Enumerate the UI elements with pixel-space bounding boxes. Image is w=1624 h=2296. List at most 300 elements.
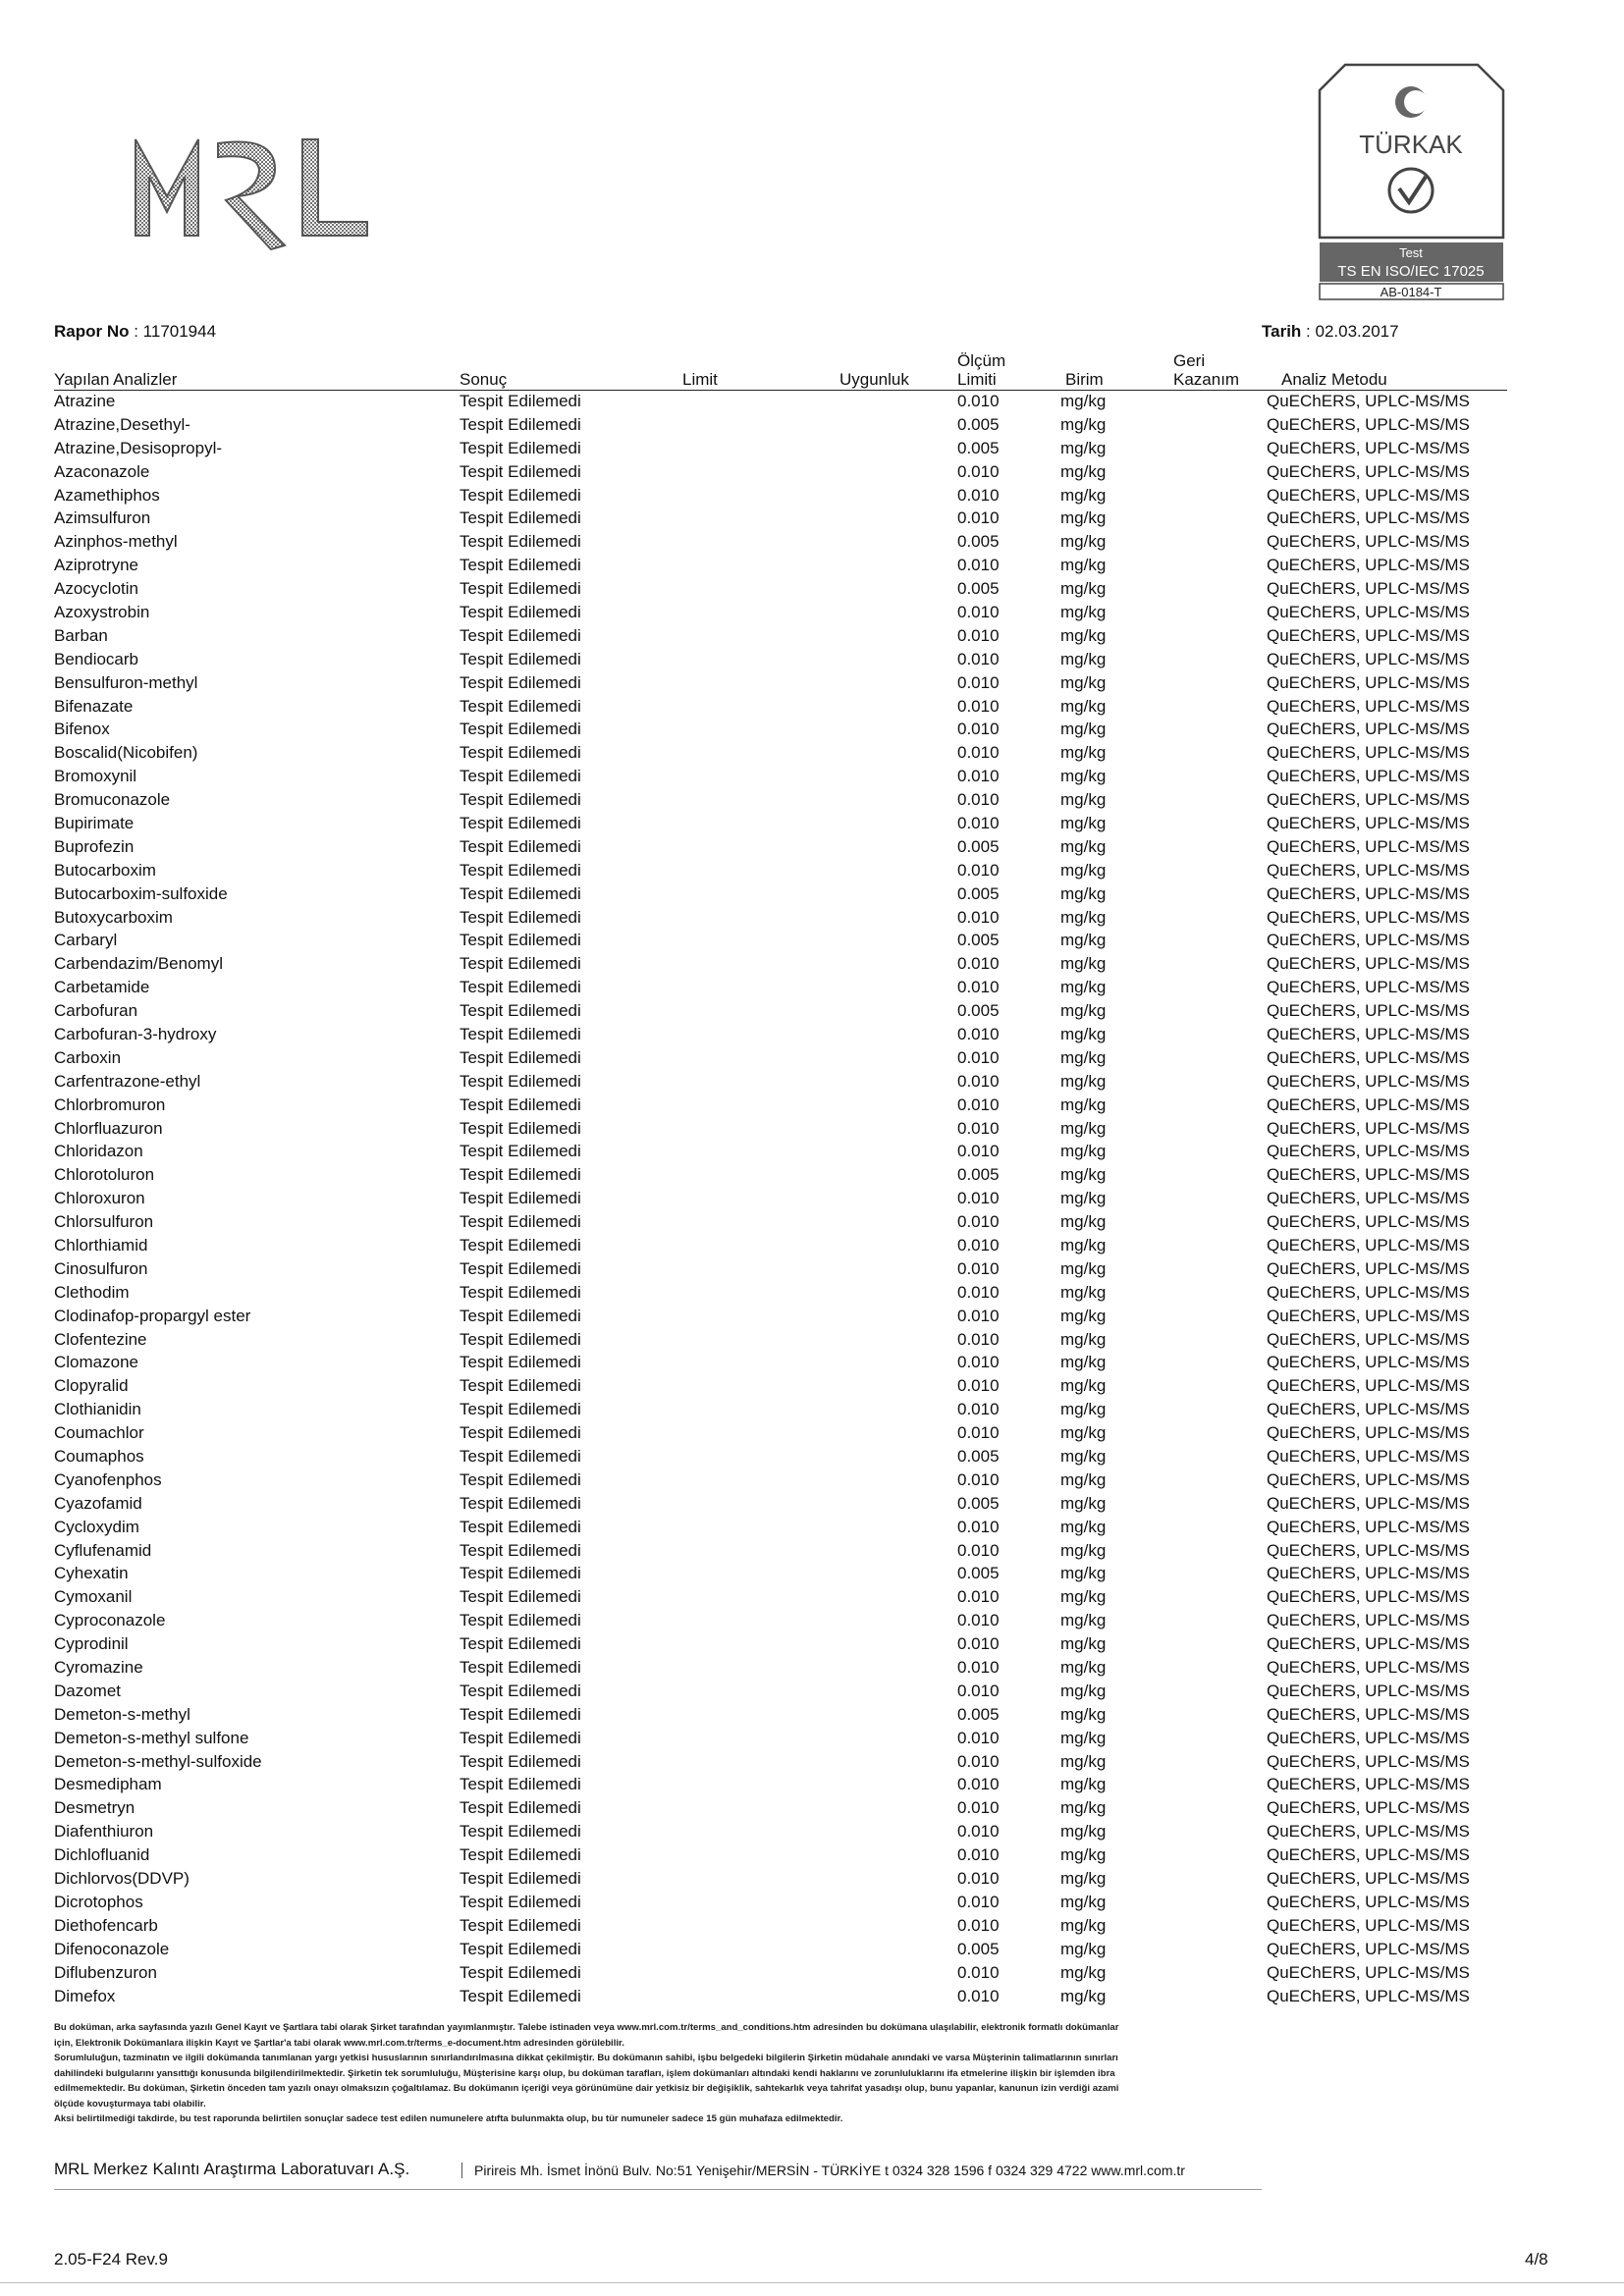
method-value: QuEChERS, UPLC-MS/MS (1267, 1751, 1470, 1771)
analysis-name: Clothianidin (54, 1400, 141, 1419)
limit-value (771, 835, 957, 859)
olcum-limit-value: 0.010 (957, 1962, 1000, 1982)
analysis-name: Cymoxanil (54, 1587, 133, 1607)
method-value: QuEChERS, UPLC-MS/MS (1267, 1517, 1470, 1536)
limit-value (771, 1117, 957, 1141)
legal-notes (54, 2020, 1507, 2127)
unit-value: mg/kg (1060, 954, 1107, 974)
limit-value (771, 718, 957, 741)
table-row (54, 1938, 1507, 1961)
unit-value: mg/kg (1060, 696, 1107, 716)
result-value: Tespit Edilemedi (460, 508, 581, 528)
olcum-limit-value: 0.010 (957, 625, 1000, 645)
method-value: QuEChERS, UPLC-MS/MS (1267, 1869, 1470, 1889)
limit-value (771, 601, 957, 624)
table-row (54, 1398, 1507, 1421)
analysis-name: Carfentrazone-ethyl (54, 1071, 201, 1091)
table-row (54, 1094, 1507, 1117)
analysis-name: Clethodim (54, 1282, 130, 1302)
olcum-limit-value: 0.005 (957, 1704, 1000, 1724)
unit-value: mg/kg (1060, 1540, 1107, 1560)
result-value: Tespit Edilemedi (460, 860, 581, 880)
analysis-name: Diafenthiuron (54, 1822, 154, 1842)
analysis-name: Bendiocarb (54, 649, 139, 668)
analysis-name: Bupirimate (54, 813, 135, 832)
olcum-limit-value: 0.010 (957, 1822, 1000, 1842)
table-row (54, 1961, 1507, 1985)
method-value: QuEChERS, UPLC-MS/MS (1267, 1469, 1470, 1489)
unit-value: mg/kg (1060, 1517, 1107, 1536)
result-value: Tespit Edilemedi (460, 1892, 581, 1911)
method-value: QuEChERS, UPLC-MS/MS (1267, 1564, 1470, 1583)
method-value: QuEChERS, UPLC-MS/MS (1267, 625, 1470, 645)
table-row (54, 765, 1507, 788)
limit-value (771, 1914, 957, 1938)
col-unit: Birim (1065, 370, 1104, 389)
olcum-limit-value: 0.005 (957, 883, 1000, 903)
result-value: Tespit Edilemedi (460, 883, 581, 903)
olcum-limit-value: 0.010 (957, 1587, 1000, 1607)
unit-value: mg/kg (1060, 649, 1107, 668)
limit-value (771, 788, 957, 812)
limit-value (771, 976, 957, 999)
table-row (54, 1820, 1507, 1843)
result-value: Tespit Edilemedi (460, 1587, 581, 1607)
olcum-limit-value: 0.010 (957, 391, 1000, 410)
olcum-limit-value: 0.010 (957, 1728, 1000, 1747)
olcum-limit-value: 0.010 (957, 1611, 1000, 1630)
result-value: Tespit Edilemedi (460, 1071, 581, 1091)
table-row (54, 1374, 1507, 1398)
unit-value: mg/kg (1060, 1587, 1107, 1607)
method-value: QuEChERS, UPLC-MS/MS (1267, 1423, 1470, 1443)
method-value: QuEChERS, UPLC-MS/MS (1267, 461, 1470, 481)
unit-value: mg/kg (1060, 1095, 1107, 1114)
olcum-limit-value: 0.010 (957, 1118, 1000, 1138)
analysis-name: Dazomet (54, 1681, 122, 1700)
table-row (54, 929, 1507, 952)
method-value: QuEChERS, UPLC-MS/MS (1267, 1962, 1470, 1982)
result-value: Tespit Edilemedi (460, 485, 581, 505)
result-value: Tespit Edilemedi (460, 1423, 581, 1443)
olcum-limit-value: 0.010 (957, 461, 1000, 481)
table-row (54, 999, 1507, 1023)
analysis-name: Cyproconazole (54, 1611, 166, 1630)
method-value: QuEChERS, UPLC-MS/MS (1267, 1258, 1470, 1278)
col-compliance: Uygunluk (839, 370, 909, 389)
turkak-accreditation-mark (1316, 61, 1507, 301)
limit-value (771, 1328, 957, 1352)
unit-value: mg/kg (1060, 1306, 1107, 1325)
analysis-name: Dimefox (54, 1986, 116, 2005)
analysis-name: Carboxin (54, 1047, 122, 1067)
analysis-name: Carbofuran-3-hydroxy (54, 1024, 217, 1043)
limit-value (771, 413, 957, 437)
method-value: QuEChERS, UPLC-MS/MS (1267, 532, 1470, 552)
analysis-name: Aziprotryne (54, 556, 138, 575)
olcum-limit-value: 0.010 (957, 602, 1000, 621)
olcum-limit-value: 0.010 (957, 1258, 1000, 1278)
analysis-name: Cyprodinil (54, 1634, 129, 1654)
method-value: QuEChERS, UPLC-MS/MS (1267, 978, 1470, 997)
table-row (54, 671, 1507, 695)
unit-value: mg/kg (1060, 508, 1107, 528)
result-value: Tespit Edilemedi (460, 414, 581, 434)
report-date: Tarih : 02.03.2017 (1262, 322, 1399, 341)
analysis-name: Desmedipham (54, 1775, 162, 1794)
unit-value: mg/kg (1060, 1798, 1107, 1818)
limit-value (771, 577, 957, 601)
unit-value: mg/kg (1060, 1258, 1107, 1278)
unit-value: mg/kg (1060, 1915, 1107, 1935)
report-number: Rapor No : 11701944 (54, 322, 217, 341)
table-row (54, 1421, 1507, 1445)
unit-value: mg/kg (1060, 1376, 1107, 1396)
legal-note-line: edilmemektedir. Bu doküman, Şirketin önceden tam yazılı onayı olmaksızın çoğaltılamaz. Bu dokümanın içeriği veya görünümüne dair yetkisiz bir değişiklik, sahtekarlık veya tahrifat yasadışı olup, bunu yapanlar, kanunun izin verdiği azami (54, 2083, 1119, 2094)
unit-value: mg/kg (1060, 978, 1107, 997)
analysis-name: Cyhexatin (54, 1564, 129, 1583)
olcum-limit-value: 0.005 (957, 579, 1000, 599)
result-value: Tespit Edilemedi (460, 1915, 581, 1935)
table-row (54, 695, 1507, 719)
unit-value: mg/kg (1060, 1329, 1107, 1349)
unit-value: mg/kg (1060, 1564, 1107, 1583)
table-row (54, 648, 1507, 671)
date-label: Tarih (1262, 322, 1302, 341)
method-value: QuEChERS, UPLC-MS/MS (1267, 720, 1470, 739)
unit-value: mg/kg (1060, 1869, 1107, 1889)
limit-value (771, 1421, 957, 1445)
olcum-limit-value: 0.010 (957, 1400, 1000, 1419)
olcum-limit-value: 0.010 (957, 813, 1000, 832)
result-value: Tespit Edilemedi (460, 790, 581, 810)
table-row (54, 906, 1507, 930)
table-row (54, 1539, 1507, 1563)
result-value: Tespit Edilemedi (460, 461, 581, 481)
report-no-value: 11701944 (142, 322, 217, 341)
result-value: Tespit Edilemedi (460, 1376, 581, 1396)
method-value: QuEChERS, UPLC-MS/MS (1267, 1306, 1470, 1325)
table-row (54, 1046, 1507, 1070)
olcum-limit-value: 0.010 (957, 1798, 1000, 1818)
unit-value: mg/kg (1060, 625, 1107, 645)
analysis-name: Difenoconazole (54, 1939, 170, 1958)
page-number: 4/8 (1525, 2250, 1548, 2269)
analysis-name: Cyromazine (54, 1658, 143, 1678)
table-row (54, 1163, 1507, 1187)
analysis-name: Chlorfluazuron (54, 1118, 163, 1138)
turkak-test-label: Test (1399, 245, 1423, 260)
turkak-name: TÜRKAK (1359, 130, 1463, 159)
unit-value: mg/kg (1060, 813, 1107, 832)
limit-value (771, 1680, 957, 1703)
limit-value (771, 906, 957, 930)
analysis-name: Chlorbromuron (54, 1095, 166, 1114)
olcum-limit-value: 0.010 (957, 1142, 1000, 1161)
table-row (54, 413, 1507, 437)
result-value: Tespit Edilemedi (460, 1822, 581, 1842)
company-name: MRL Merkez Kalıntı Araştırma Laboratuvarı A.Ş. (54, 2160, 410, 2178)
unit-value: mg/kg (1060, 602, 1107, 621)
olcum-limit-value: 0.005 (957, 438, 1000, 457)
result-value: Tespit Edilemedi (460, 1095, 581, 1114)
result-value: Tespit Edilemedi (460, 1447, 581, 1467)
analysis-name: Chlorthiamid (54, 1236, 148, 1255)
olcum-limit-value: 0.005 (957, 532, 1000, 552)
analysis-name: Bensulfuron-methyl (54, 672, 198, 692)
analysis-name: Demeton-s-methyl (54, 1704, 190, 1724)
olcum-limit-value: 0.010 (957, 1775, 1000, 1794)
result-value: Tespit Edilemedi (460, 1165, 581, 1185)
col-olcum-1: Ölçüm (957, 351, 1006, 370)
unit-value: mg/kg (1060, 1001, 1107, 1021)
method-value: QuEChERS, UPLC-MS/MS (1267, 1024, 1470, 1043)
limit-value (771, 1141, 957, 1164)
olcum-limit-value: 0.010 (957, 1282, 1000, 1302)
col-method: Analiz Metodu (1281, 370, 1387, 389)
table-row (54, 1516, 1507, 1539)
analysis-name: Bromoxynil (54, 767, 137, 786)
limit-value (771, 1796, 957, 1820)
result-value: Tespit Edilemedi (460, 1728, 581, 1747)
limit-value (771, 741, 957, 765)
analysis-name: Cyazofamid (54, 1493, 142, 1513)
result-value: Tespit Edilemedi (460, 907, 581, 927)
analysis-name: Butocarboxim (54, 860, 156, 880)
olcum-limit-value: 0.010 (957, 1329, 1000, 1349)
method-value: QuEChERS, UPLC-MS/MS (1267, 767, 1470, 786)
method-value: QuEChERS, UPLC-MS/MS (1267, 860, 1470, 880)
limit-value (771, 1234, 957, 1257)
table-row (54, 1234, 1507, 1257)
olcum-limit-value: 0.010 (957, 649, 1000, 668)
table-row (54, 437, 1507, 460)
table-row (54, 1680, 1507, 1703)
result-value: Tespit Edilemedi (460, 672, 581, 692)
olcum-limit-value: 0.010 (957, 978, 1000, 997)
legal-note-line: ölçüde kovuşturmaya tabi olabilir. (54, 2098, 206, 2109)
method-value: QuEChERS, UPLC-MS/MS (1267, 1986, 1470, 2005)
method-value: QuEChERS, UPLC-MS/MS (1267, 1118, 1470, 1138)
limit-value (771, 437, 957, 460)
analysis-name: Azimsulfuron (54, 508, 151, 528)
result-value: Tespit Edilemedi (460, 1517, 581, 1536)
unit-value: mg/kg (1060, 907, 1107, 927)
method-value: QuEChERS, UPLC-MS/MS (1267, 1540, 1470, 1560)
analysis-name: Butocarboxim-sulfoxide (54, 883, 228, 903)
table-row (54, 1609, 1507, 1632)
analysis-name: Demeton-s-methyl-sulfoxide (54, 1751, 262, 1771)
limit-value (771, 695, 957, 719)
table-row (54, 741, 1507, 765)
analysis-name: Carbofuran (54, 1001, 138, 1021)
method-value: QuEChERS, UPLC-MS/MS (1267, 1634, 1470, 1654)
method-value: QuEChERS, UPLC-MS/MS (1267, 1165, 1470, 1185)
result-value: Tespit Edilemedi (460, 1939, 581, 1958)
analysis-name: Cinosulfuron (54, 1258, 148, 1278)
unit-value: mg/kg (1060, 860, 1107, 880)
analysis-name: Atrazine,Desethyl- (54, 414, 190, 434)
result-value: Tespit Edilemedi (460, 1258, 581, 1278)
result-value: Tespit Edilemedi (460, 1845, 581, 1865)
olcum-limit-value: 0.005 (957, 1939, 1000, 1958)
method-value: QuEChERS, UPLC-MS/MS (1267, 1939, 1470, 1958)
unit-value: mg/kg (1060, 1047, 1107, 1067)
limit-value (771, 1281, 957, 1305)
table-row (54, 624, 1507, 648)
limit-value (771, 1374, 957, 1398)
olcum-limit-value: 0.010 (957, 1517, 1000, 1536)
method-value: QuEChERS, UPLC-MS/MS (1267, 1845, 1470, 1865)
table-row (54, 530, 1507, 554)
method-value: QuEChERS, UPLC-MS/MS (1267, 931, 1470, 950)
analysis-name: Atrazine,Desisopropyl- (54, 438, 223, 457)
result-value: Tespit Edilemedi (460, 602, 581, 621)
limit-value (771, 507, 957, 530)
olcum-limit-value: 0.005 (957, 836, 1000, 856)
table-row (54, 1210, 1507, 1234)
unit-value: mg/kg (1060, 790, 1107, 810)
limit-value (771, 1867, 957, 1891)
limit-value (771, 1163, 957, 1187)
limit-value (771, 1727, 957, 1750)
olcum-limit-value: 0.010 (957, 1540, 1000, 1560)
limit-value (771, 952, 957, 976)
method-value: QuEChERS, UPLC-MS/MS (1267, 1353, 1470, 1372)
analysis-name: Diflubenzuron (54, 1962, 157, 1982)
limit-value (771, 1703, 957, 1727)
result-value: Tespit Edilemedi (460, 743, 581, 763)
table-row (54, 1656, 1507, 1680)
olcum-limit-value: 0.010 (957, 1306, 1000, 1325)
limit-value (771, 1398, 957, 1421)
method-value: QuEChERS, UPLC-MS/MS (1267, 1892, 1470, 1911)
olcum-limit-value: 0.010 (957, 1071, 1000, 1091)
table-row (54, 1727, 1507, 1750)
analysis-name: Carbaryl (54, 931, 118, 950)
method-value: QuEChERS, UPLC-MS/MS (1267, 1189, 1470, 1208)
unit-value: mg/kg (1060, 1212, 1107, 1232)
unit-value: mg/kg (1060, 1189, 1107, 1208)
limit-value (771, 648, 957, 671)
result-value: Tespit Edilemedi (460, 1775, 581, 1794)
result-value: Tespit Edilemedi (460, 625, 581, 645)
unit-value: mg/kg (1060, 1282, 1107, 1302)
limit-value (771, 1257, 957, 1281)
date-value: 02.03.2017 (1315, 322, 1399, 341)
analysis-name: Dichlofluanid (54, 1845, 150, 1865)
table-row (54, 1563, 1507, 1586)
col-limit: Limit (682, 370, 718, 389)
mrl-logo (128, 118, 383, 275)
olcum-limit-value: 0.010 (957, 1634, 1000, 1654)
unit-value: mg/kg (1060, 1728, 1107, 1747)
olcum-limit-value: 0.010 (957, 860, 1000, 880)
result-value: Tespit Edilemedi (460, 556, 581, 575)
result-value: Tespit Edilemedi (460, 1986, 581, 2005)
limit-value (771, 1820, 957, 1843)
unit-value: mg/kg (1060, 414, 1107, 434)
result-value: Tespit Edilemedi (460, 1658, 581, 1678)
table-row (54, 1281, 1507, 1305)
result-value: Tespit Edilemedi (460, 391, 581, 410)
result-value: Tespit Edilemedi (460, 1540, 581, 1560)
method-value: QuEChERS, UPLC-MS/MS (1267, 696, 1470, 716)
limit-value (771, 1609, 957, 1632)
method-value: QuEChERS, UPLC-MS/MS (1267, 1704, 1470, 1724)
olcum-limit-value: 0.005 (957, 1564, 1000, 1583)
olcum-limit-value: 0.005 (957, 1165, 1000, 1185)
olcum-limit-value: 0.010 (957, 1892, 1000, 1911)
result-value: Tespit Edilemedi (460, 1189, 581, 1208)
table-row (54, 882, 1507, 906)
result-value: Tespit Edilemedi (460, 1400, 581, 1419)
unit-value: mg/kg (1060, 1353, 1107, 1372)
limit-value (771, 1539, 957, 1563)
turkak-standard: TS EN ISO/IEC 17025 (1337, 263, 1485, 280)
method-value: QuEChERS, UPLC-MS/MS (1267, 1329, 1470, 1349)
limit-value (771, 460, 957, 484)
method-value: QuEChERS, UPLC-MS/MS (1267, 602, 1470, 621)
method-value: QuEChERS, UPLC-MS/MS (1267, 813, 1470, 832)
method-value: QuEChERS, UPLC-MS/MS (1267, 438, 1470, 457)
analysis-name: Chlorsulfuron (54, 1212, 154, 1232)
result-value: Tespit Edilemedi (460, 1142, 581, 1161)
legal-note-line: Sorumluluğun, tazminatın ve ilgili dokümanda tanımlanan yargı yetkisi hususlarının sınırlandırılmasına dikkat çekilmiştir. Bu dokümanın sahibi, işbu belgedeki bilgilerin Şirketin müdahale anındaki ve varsa Müşterinin talimatlarının sınırları (54, 2053, 1118, 2063)
limit-value (771, 1023, 957, 1046)
olcum-limit-value: 0.010 (957, 1986, 1000, 2005)
analysis-name: Clopyralid (54, 1376, 129, 1396)
col-analysis: Yapılan Analizler (54, 370, 178, 389)
result-value: Tespit Edilemedi (460, 1282, 581, 1302)
unit-value: mg/kg (1060, 836, 1107, 856)
analysis-name: Bifenazate (54, 696, 134, 716)
method-value: QuEChERS, UPLC-MS/MS (1267, 1493, 1470, 1513)
method-value: QuEChERS, UPLC-MS/MS (1267, 1798, 1470, 1818)
table-row (54, 390, 1507, 413)
unit-value: mg/kg (1060, 1892, 1107, 1911)
olcum-limit-value: 0.005 (957, 1493, 1000, 1513)
method-value: QuEChERS, UPLC-MS/MS (1267, 508, 1470, 528)
table-row (54, 788, 1507, 812)
bottom-divider (0, 2282, 1624, 2283)
limit-value (771, 1305, 957, 1328)
unit-value: mg/kg (1060, 1822, 1107, 1842)
limit-value (771, 1046, 957, 1070)
analysis-name: Buprofezin (54, 836, 135, 856)
table-row (54, 577, 1507, 601)
results-table (54, 390, 1507, 2007)
result-value: Tespit Edilemedi (460, 767, 581, 786)
unit-value: mg/kg (1060, 1469, 1107, 1489)
table-row (54, 1891, 1507, 1914)
olcum-limit-value: 0.010 (957, 1189, 1000, 1208)
olcum-limit-value: 0.010 (957, 1869, 1000, 1889)
result-value: Tespit Edilemedi (460, 1751, 581, 1771)
unit-value: mg/kg (1060, 1400, 1107, 1419)
table-row (54, 952, 1507, 976)
table-row (54, 460, 1507, 484)
method-value: QuEChERS, UPLC-MS/MS (1267, 1400, 1470, 1419)
method-value: QuEChERS, UPLC-MS/MS (1267, 1611, 1470, 1630)
method-value: QuEChERS, UPLC-MS/MS (1267, 836, 1470, 856)
limit-value (771, 1843, 957, 1867)
analysis-name: Chloroxuron (54, 1189, 145, 1208)
table-row (54, 1703, 1507, 1727)
table-header (54, 339, 1507, 391)
unit-value: mg/kg (1060, 1704, 1107, 1724)
result-value: Tespit Edilemedi (460, 532, 581, 552)
